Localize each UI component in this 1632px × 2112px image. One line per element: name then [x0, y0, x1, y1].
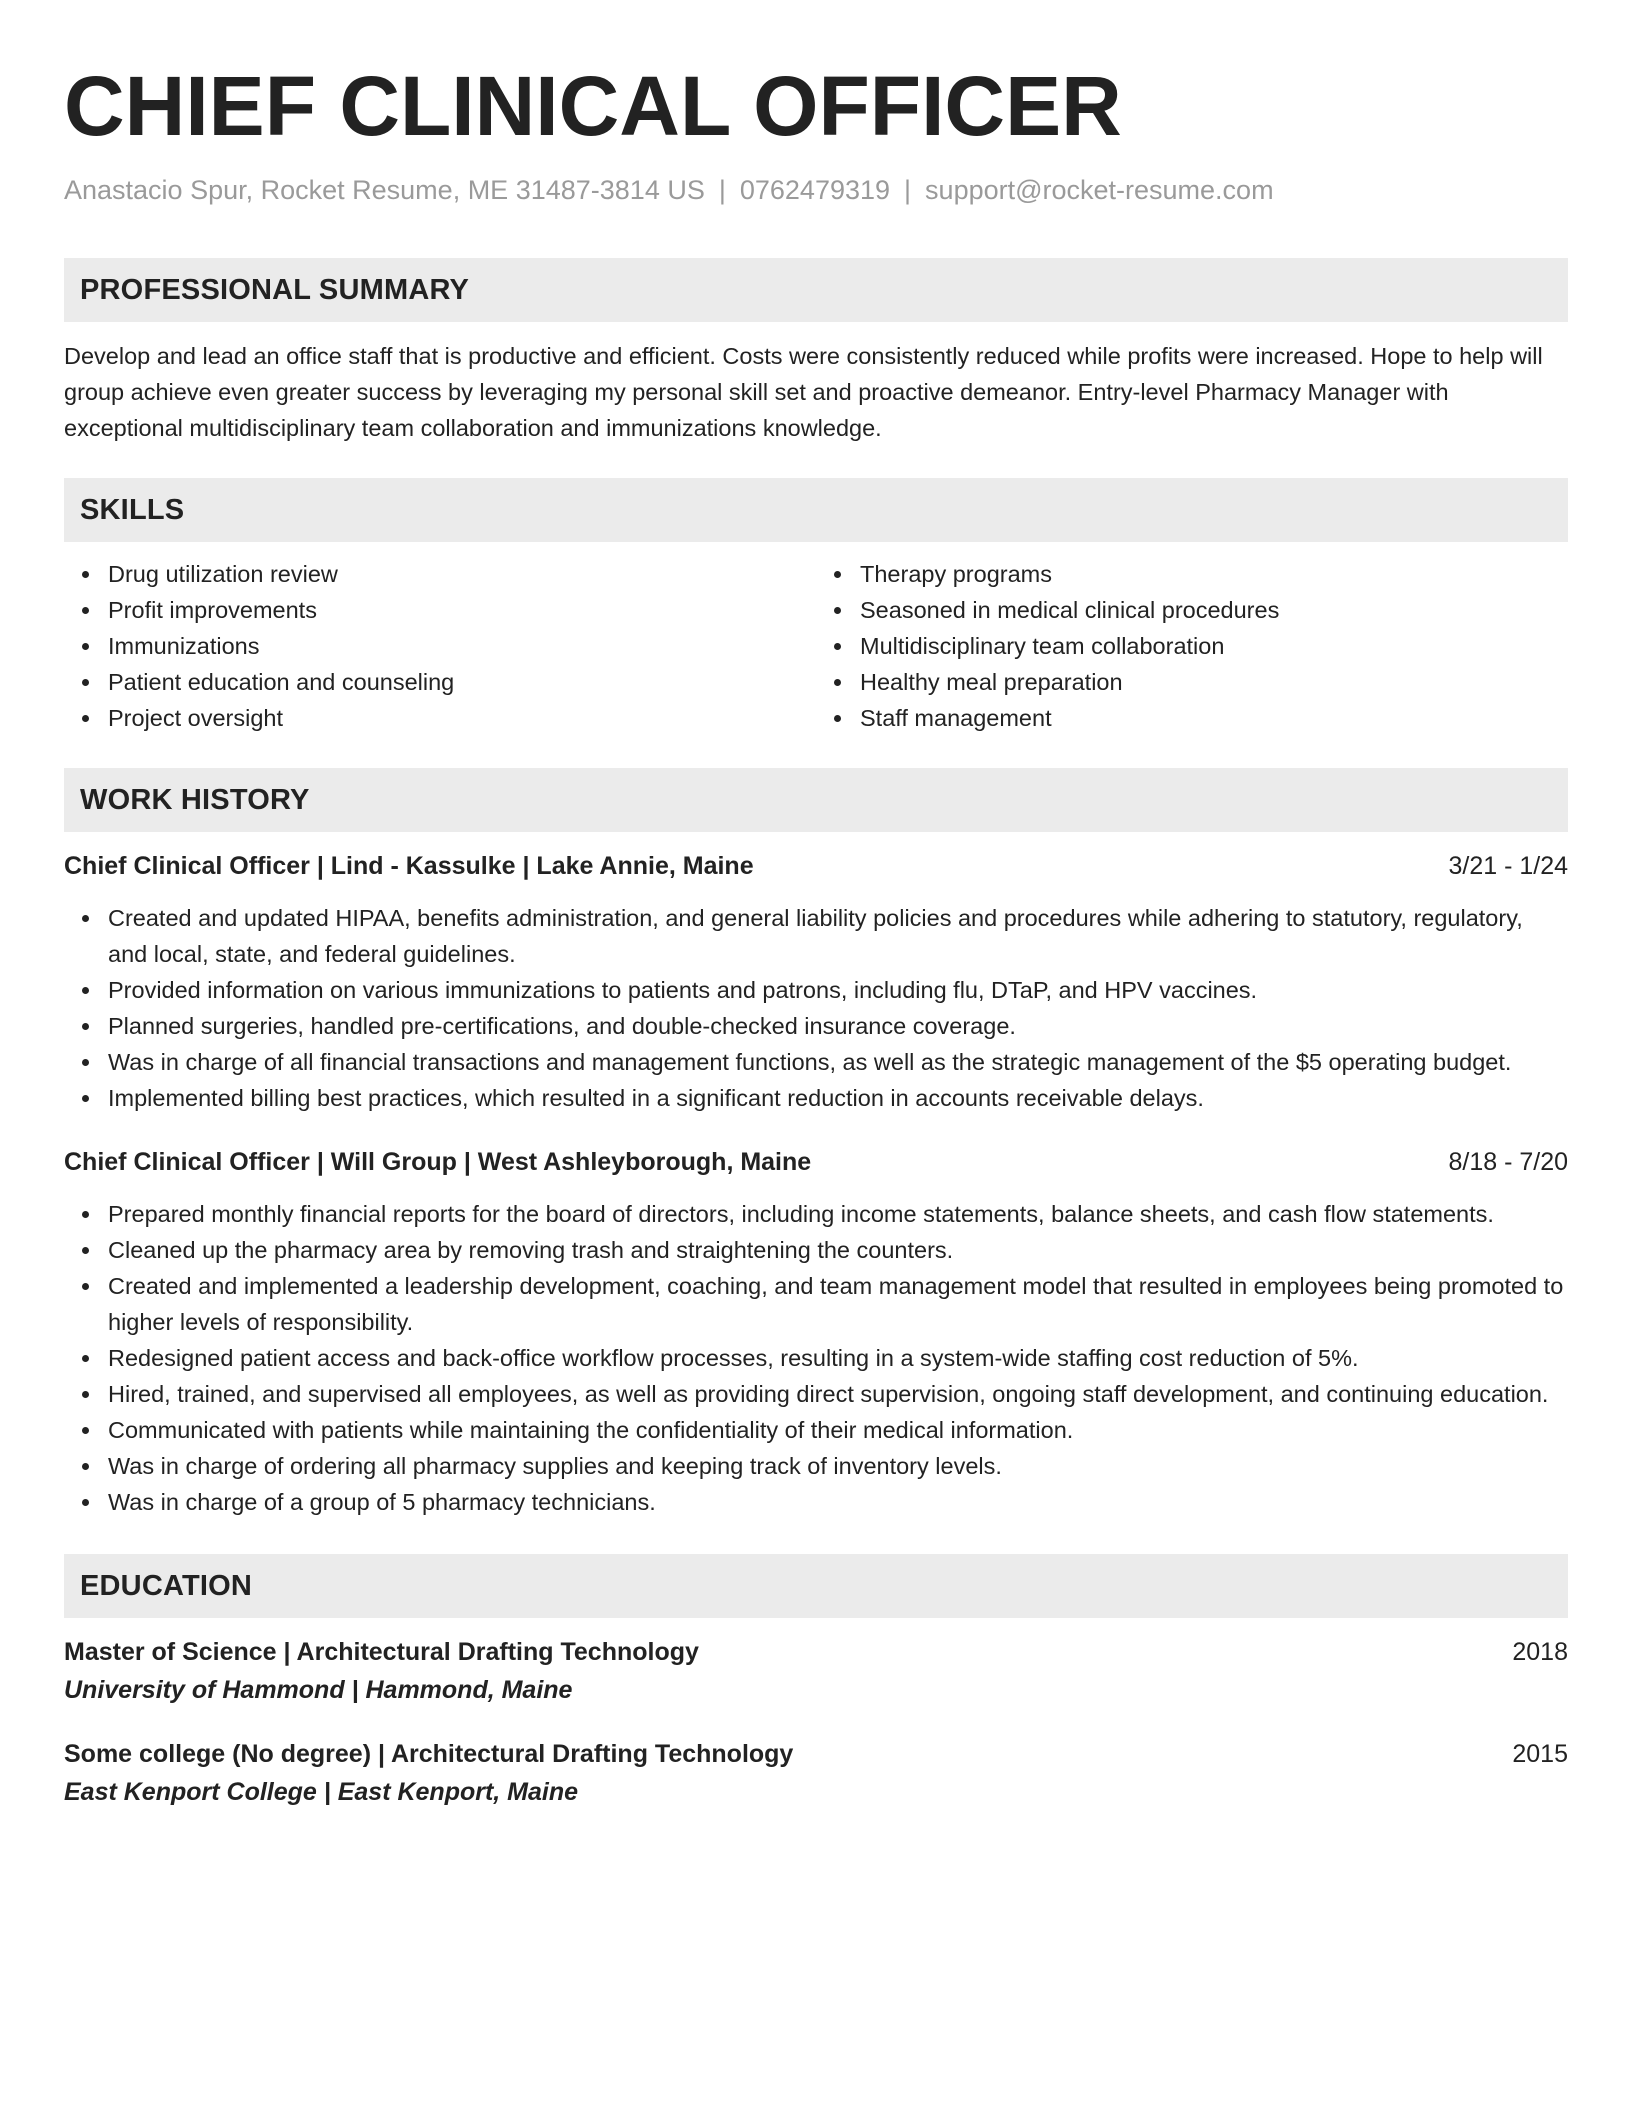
- job-bullet: Prepared monthly financial reports for the board of directors, including income statements, balance sheets, and cash flow statements.: [64, 1196, 1568, 1232]
- job-title: Chief Clinical Officer | Will Group | West Ashleyborough, Maine: [64, 1148, 812, 1176]
- job-bullet: Redesigned patient access and back-office workflow processes, resulting in a system-wide staffing cost reduction of 5%.: [64, 1340, 1568, 1376]
- section-heading-education: EDUCATION: [64, 1554, 1568, 1618]
- skill-item: Multidisciplinary team collaboration: [816, 628, 1568, 664]
- skill-item: Patient education and counseling: [64, 664, 816, 700]
- contact-address: Anastacio Spur, Rocket Resume, ME 31487-3814 US: [64, 175, 705, 205]
- contact-line: [64, 172, 1568, 208]
- job-dates: 3/21 - 1/24: [1448, 852, 1568, 880]
- job-header: [64, 1144, 1568, 1180]
- section-heading-work-history: WORK HISTORY: [64, 768, 1568, 832]
- job-bullet: Was in charge of all financial transactions and management functions, as well as the strategic management of the $5 operating budget.: [64, 1044, 1568, 1080]
- skill-item: Immunizations: [64, 628, 816, 664]
- work-history-section: [64, 768, 1568, 1520]
- section-heading-summary: PROFESSIONAL SUMMARY: [64, 258, 1568, 322]
- skills-column-right: [816, 556, 1568, 736]
- education-school: University of Hammond | Hammond, Maine: [64, 1676, 573, 1704]
- education-section: [64, 1554, 1568, 1810]
- professional-summary-section: [64, 258, 1568, 446]
- education-degree: Some college (No degree) | Architectural Drafting Technology: [64, 1740, 794, 1768]
- job-header: [64, 848, 1568, 884]
- job-bullet: Created and updated HIPAA, benefits administration, and general liability policies and procedures while adhering to statutory, regulatory, and local, state, and federal guidelines.: [64, 900, 1568, 972]
- section-heading-skills: SKILLS: [64, 478, 1568, 542]
- contact-phone: 0762479319: [739, 175, 891, 205]
- job-bullet: Communicated with patients while maintaining the confidentiality of their medical information.: [64, 1412, 1568, 1448]
- contact-separator: |: [904, 175, 912, 205]
- skills-section: [64, 478, 1568, 736]
- job-title: Chief Clinical Officer | Lind - Kassulke | Lake Annie, Maine: [64, 852, 754, 880]
- contact-separator: |: [718, 175, 726, 205]
- education-degree: Master of Science | Architectural Drafting Technology: [64, 1638, 699, 1666]
- job-dates: 8/18 - 7/20: [1448, 1148, 1568, 1176]
- resume-title: CHIEF CLINICAL OFFICER: [64, 59, 1122, 153]
- education-entry: [64, 1736, 1568, 1810]
- job-bullets: [64, 900, 1568, 1116]
- skill-item: Drug utilization review: [64, 556, 816, 592]
- job-entry: [64, 1144, 1568, 1520]
- job-bullet: Provided information on various immunizations to patients and patrons, including flu, DTaP, and HPV vaccines.: [64, 972, 1568, 1008]
- contact-email: support@rocket-resume.com: [925, 175, 1274, 205]
- skills-grid: [64, 556, 1568, 736]
- skills-column-left: [64, 556, 816, 736]
- job-bullet: Implemented billing best practices, which resulted in a significant reduction in accounts receivable delays.: [64, 1080, 1568, 1116]
- job-bullet: Was in charge of a group of 5 pharmacy technicians.: [64, 1484, 1568, 1520]
- education-header: [64, 1736, 1568, 1772]
- job-bullet: Created and implemented a leadership development, coaching, and team management model that resulted in employees being promoted to higher levels of responsibility.: [64, 1268, 1568, 1340]
- education-year: 2018: [1512, 1638, 1568, 1666]
- skill-item: Profit improvements: [64, 592, 816, 628]
- education-entry: [64, 1634, 1568, 1708]
- job-bullet: Was in charge of ordering all pharmacy supplies and keeping track of inventory levels.: [64, 1448, 1568, 1484]
- job-bullets: [64, 1196, 1568, 1520]
- job-bullet: Planned surgeries, handled pre-certifications, and double-checked insurance coverage.: [64, 1008, 1568, 1044]
- education-year: 2015: [1512, 1740, 1568, 1768]
- skill-item: Project oversight: [64, 700, 816, 736]
- education-header: [64, 1634, 1568, 1670]
- summary-text: Develop and lead an office staff that is productive and efficient. Costs were consistently reduced while profits were increased. Hope to help will group achieve even greater success by leveraging my personal skill set and proactive demeanor. Entry-level Pharmacy Manager with exceptional multidisciplinary team collaboration and immunizations knowledge.: [64, 343, 1543, 441]
- job-bullet: Cleaned up the pharmacy area by removing trash and straightening the counters.: [64, 1232, 1568, 1268]
- skill-item: Seasoned in medical clinical procedures: [816, 592, 1568, 628]
- job-entry: [64, 848, 1568, 1116]
- job-bullet: Hired, trained, and supervised all employees, as well as providing direct supervision, ongoing staff development, and continuing education.: [64, 1376, 1568, 1412]
- education-school: East Kenport College | East Kenport, Maine: [64, 1778, 579, 1806]
- skill-item: Therapy programs: [816, 556, 1568, 592]
- skill-item: Staff management: [816, 700, 1568, 736]
- skill-item: Healthy meal preparation: [816, 664, 1568, 700]
